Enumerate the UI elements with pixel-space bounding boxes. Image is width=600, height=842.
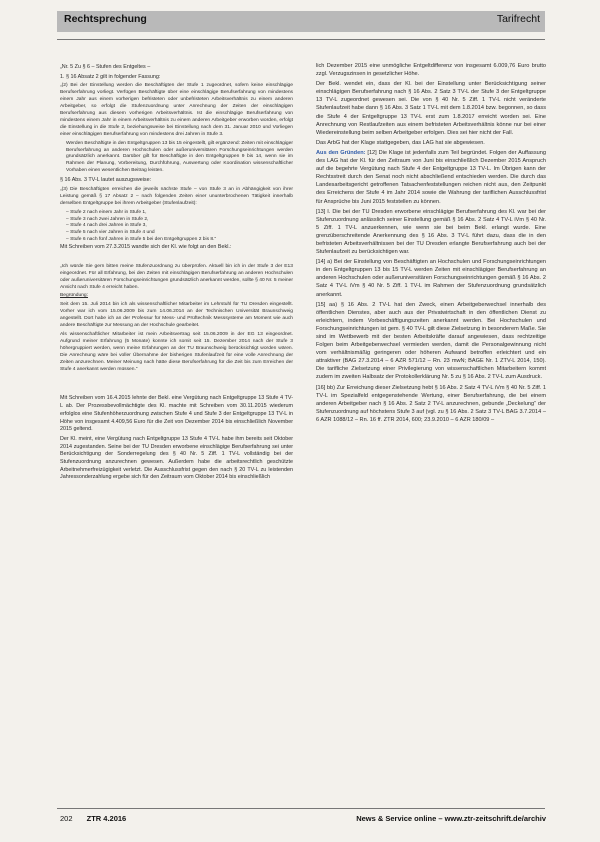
- paragraph: „(3) Die Beschäftigten erreichen die jeweils nächste Stufe – von Stufe 3 an in Abhängigkeit von ihrer Leistung gemäß § 17 Absatz 2 – nach folgenden Zeiten einer ununterbrochenen Tätigkeit innerhalb derselben Entgeltgruppe bei ihrem Arbeitgeber (Stufenlaufzeit):: [60, 186, 293, 206]
- list-item: – Stufe 6 nach fünf Jahren in Stufe 5 bei den Entgeltgruppen 2 bis 8.“: [66, 237, 217, 243]
- begruendung-heading: Begründung:: [60, 293, 89, 299]
- paragraph: [14] a) Bei der Einstellung von Beschäftigten an Hochschulen und Forschungseinrichtungen in den Entgeltgruppen 13 bis 15 TV-L werden Zeiten mit einschlägiger Berufserfahrung an anderen Hochschulen oder außeruniversitären Forschungseinrichtungen gemäß § 16 Abs. 2 Satz 4 TV-L iVm § 40 Nr. 5 Ziff. 1 TV-L im Rahmen der Stufenzuordnung grundsätzlich anerkannt.: [316, 259, 546, 298]
- paragraph: lich Dezember 2015 eine unmögliche Entgeltdifferenz von insgesamt 6.009,76 Euro brutto zzgl. Verzugszinsen in gesetzlicher Höhe.: [316, 63, 546, 78]
- paragraph: „(2) Bei der Einstellung werden die Beschäftigten der Stufe 1 zugeordnet, sofern keine einschlägige Berufserfahrung vorliegt. Verfügen Beschäftigte über eine einschlägige Berufserfahrung von mindestens einem Jahr aus einem vorherigen befristeten oder unbefristeten Arbeitsverhältnis zu einem anderen Arbeitgeber, so erfolgt die Stufenzuordnung unter Anrechnung der Zeiten der einschlägigen Berufserfahrung aus diesem vorherigen Arbeitsverhältnis. Ist die einschlägige Berufserfahrung von mindestens einem Jahr in einem Arbeitsverhältnis zu einem anderen Arbeitgeber erworben worden, erfolgt die Einstellung in die Stufe 2, beziehungsweise bei Einstellung nach dem 31. Januar 2010 und Vorliegen einer einschlägigen Berufserfahrung von mindestens drei Jahren in Stufe 3.: [60, 83, 293, 137]
- paragraph: Der Bekl. wendet ein, dass der Kl. bei der Einstellung unter Berücksichtigung seiner einschlägigen Berufserfahrung nach § 16 Abs. 2 Satz 3 TV-L der Stufe 3 der Entgeltgruppe 13 TV-L zugeordnet gewesen sei. Die von § 40 Nr. 5 Ziff. 1 TV-L nicht veränderte Stufenlaufzeit habe dann § 16 Abs. 3 Satz 1 TV-L mit dem 1.8.2014 bzw. begonnen, so dass die Stufe 4 der Entgeltgruppe 13 TV-L erst zum 1.8.2017 erreicht worden sei. Eine Anrechnung von Restlaufzeiten aus einem befristeten Arbeitsverhältnis könne nur bei einer Wiedereinstellung beim selben Arbeitgeber erfolgen. Dies sei hier nicht der Fall.: [316, 81, 546, 136]
- quote-paragraph: „Ich würde Sie gern bitten meine Stufenzuordnung zu überprüfen. Aktuell bin ich in der Stufe 3 der E13 eingeordnet. Für all Erfahrung, bei den Zeiten mit einschlägigen Berufserfahrung an anderen Hochschulen oder außeruniversitären Forschungseinrichtungen grundsätzlich anerkannt werden, sollte § 40 Nr. 5 meiner Ansicht nach Stufe 4 erreicht haben.: [60, 263, 293, 290]
- paragraph: [13] I. Die bei der TU Dresden erworbene einschlägige Berufserfahrung des Kl. war bei der Stufenzuordnung anlässlich seiner Einstellung gemäß § 16 Abs. 2 Satz 4 TV-L iVm § 40 Nr. 5 Ziff. 1 TV-L anzuerkennen, wie wenn sie bei beim Bekl. erlangt wurde. Eine grenzüberschreitende Anerkennung des § 16 Abs. 3 TV-L führt dazu, dass die in den befristeten Arbeitsverhältnissen bei der TU Dresden erlangte Berufserfahrung auch bei der Stufenlaufzeit zu berücksichtigen war.: [316, 208, 546, 256]
- quote-paragraph: Als wissenschaftlicher Mitarbeiter ist mein Arbeitsvertrag seit 15.06.2009 in der EG 13 eingeordnet. Aufgrund meiner Erfahrung (5 Monate) konnte ich somit seit 15. Dezember 2014 nach der Stufe 3 höhergruppiert werden, wenn meine Erfahrungen an der TU Braunschweig berücksichtigt worden wären. Die Anrechnung wäre bei voller Übernahme der bisherigen Stufenlaufzeit für eine volle Anrechnung der Zeiten anzurechnen. Meiner Meinung nach hätte diese Berufserfahrung für die Zeit bis zum Erreichen der Stufe 4 anerkannt werden müssen.“: [60, 332, 293, 372]
- paragraph: Werden Beschäftigte in den Entgeltgruppen 13 bis 15 eingestellt, gilt ergänzend: Zeiten mit einschlägiger Berufserfahrung an anderen Hochschulen oder außeruniversitären Forschungseinrichtungen werden grundsätzlich anerkannt. Darüber gilt für Beschäftigte in den Entgeltgruppen 9 bis 14, wenn sie im Rahmen der Planung, Vorbereitung, Durchführung, Auswertung oder Koordination wissenschaftlicher Vorhaben einen wesentlichen Beitrag leisten.: [66, 140, 293, 174]
- paragraph: Mit Schreiben vom 16.4.2015 lehnte der Bekl. eine Vergütung nach Entgeltgruppe 13 Stufe 4 TV-L ab. Der Prozessbevollmächtigte des Kl. machte mit Schreiben vom 30.11.2015 wiederum erfolglos eine Stufenhöherzuordnung zwischen Stufe 4 und Stufe 3 der Entgeltgruppe 13 TV-L in Höhe von insgesamt 4.409,56 Euro für die Zeit von Dezember 2014 bis einschließlich November 2015 geltend.: [60, 395, 293, 433]
- list-item: – Stufe 3 nach zwei Jahren in Stufe 2,: [66, 216, 149, 222]
- list-item: – Stufe 4 nach drei Jahren in Stufe 3,: [66, 223, 147, 229]
- journal-issue: ZTR 4.2016: [86, 814, 127, 823]
- footer-rule: [57, 808, 545, 809]
- footer-left: [60, 814, 126, 823]
- paragraph: Der Kl. meint, eine Vergütung nach Entgeltgruppe 13 Stufe 4 TV-L habe ihm bereits seit Oktober 2014 zugestanden. Seine bei der TU Dresden erworbene einschlägige Berufserfahrung sei unter Berücksichtigung der Sonderregelung des § 40 Nr. 5 Ziff. 1 TV-L vollständig bei der Stufenzuordnung anzurechnen gewesen. Außerdem habe die arbeitsrechtlich geschützte Arbeitnehmerfreizügigkeit verletzt. Die Ausschlussfrist gegen den nach § 20 TV-L zu leistenden Jahressonderzahlung ergebe sich für den Zeitraum vom Oktober 2014 bis einschließlich: [60, 435, 293, 481]
- quote-paragraph: Seit dem 15. Juli 2014 bin ich als wissenschaftlicher Mitarbeiter im Lehrstuhl für TU Dresden eingestellt. Vorher war ich vom 15.06.2009 bis zum 14.06.2014 an der Technischen Universität Braunschweig angestellt. Dort habe ich an der Professur für Mess- und Prüftechnik Messsysteme am Moment wie auch andere Beschäftigte zur Messung an der Hochschule gearbeitet.: [60, 302, 293, 329]
- grounds-heading: Aus den Gründen:: [316, 149, 366, 156]
- paragraph: Aus den Gründen: [12] Die Klage ist jedenfalls zum Teil begründet. Folgen der Auffassung des LAG hat der Kl. für den Zeitraum von Juni bis einschließlich Dezember 2015 Anspruch auf die begehrte Vergütung nach Stufe 4 der Entgeltgruppe 13 TV-L. Im Übrigen kann der Rechtsstreit durch den Senat noch nicht abschließend entschieden werden. Die durch das Landesarbeitsgericht getroffenen Tatsachenfeststellungen reichen nicht aus, den Zeitpunkt des Erreichens der Stufe 4 im Jahr 2014 sowie die Wahrung der tariflichen Ausschlussfrist für Ansprüche bis Juni 2015 feststellen zu können.: [316, 149, 546, 205]
- paragraph: Das ArbG hat der Klage stattgegeben, das LAG hat sie abgewiesen.: [316, 139, 485, 146]
- header-section: Rechtsprechung: [64, 13, 147, 25]
- section-heading: § 16 Abs. 3 TV-L lautet auszugsweise:: [60, 177, 152, 184]
- list-item: – Stufe 5 nach vier Jahren in Stufe 4 und: [66, 230, 155, 236]
- left-column: [60, 64, 293, 484]
- intro-title: „Nr. 5 Zu § 6 – Stufen des Entgeltes –: [60, 64, 151, 70]
- footer-link[interactable]: News & Service online – www.ztr-zeitschrift.de/archiv: [356, 814, 546, 823]
- right-column: [316, 62, 546, 426]
- paragraph: [15] aa) § 16 Abs. 2 TV-L hat den Zweck, einen Arbeitgeberwechsel innerhalb des öffentlichen Dienstes, aber auch aus der Privatwirtschaft in den öffentlichen Dienst zu erleichtern, indem Vorbeschäftigungszeiten anerkannt werden. Bei Hochschulen und Forschungseinrichtungen ist gem. § 40 TV-L gilt diese Zielsetzung in besonderem Maße. Sie sind im Wettbewerb mit der besten Arbeitskräfte darauf angewiesen, dass rechtzeitige Folgen beim Arbeitgeberwechsel vermieden werden, damit die Personalgewinnung nicht vom verhältnismäßig geringeren oder höheren Aufwand betroffen erleichtert und ein attraktiver (BAG 27.3.2014 – 6 AZR 571/12 – Rn. 23 mwN; BAGE Nr. 1 ZTV-L 2014, 150). Die tarifliche Zielsetzung einer Privilegierung von wissenschaftlichen Mitarbeitern kommt zudem im zweiten Halbsatz der Protokollerklärung Nr. 5 zu § 16 Abs. 2 TV-L zum Ausdruck.: [316, 301, 546, 381]
- page-number: 202: [60, 814, 73, 823]
- header-rule: [57, 39, 545, 40]
- intro-sub: 1. § 16 Absatz 2 gilt in folgender Fassung:: [60, 73, 161, 80]
- paragraph: [16] bb) Zur Erreichung dieser Zielsetzung hebt § 16 Abs. 2 Satz 4 TV-L iVm § 40 Nr. 5 Ziff. 1 TV-L im Spezialfeld entgegenstehende Wertung, einer Berufserfahrung, die bei einem anderen Arbeitgeber nach § 16 Abs. 2 Satz 2 TV-L anzurechnen, gebunde „Deckelung“ der Stufenzuordnung auf höchstens Stufe 3 auf (vgl. zu § 16 Abs. 2 Satz 3 TV-L BAG 3.7.2014 – 6 AZR 1088/12 – Rn. 16 ff. ZTR 2014, 600; 23.9.2010 – 6 AZR 180/09 –: [316, 384, 546, 423]
- stufen-list: [60, 210, 293, 245]
- header-category: Tarifrecht: [496, 13, 540, 25]
- paragraph: Mit Schreiben vom 27.3.2015 wandte sich der Kl. wie folgt an den Bekl.:: [60, 244, 232, 251]
- list-item: – Stufe 2 nach einem Jahr in Stufe 1,: [66, 209, 147, 215]
